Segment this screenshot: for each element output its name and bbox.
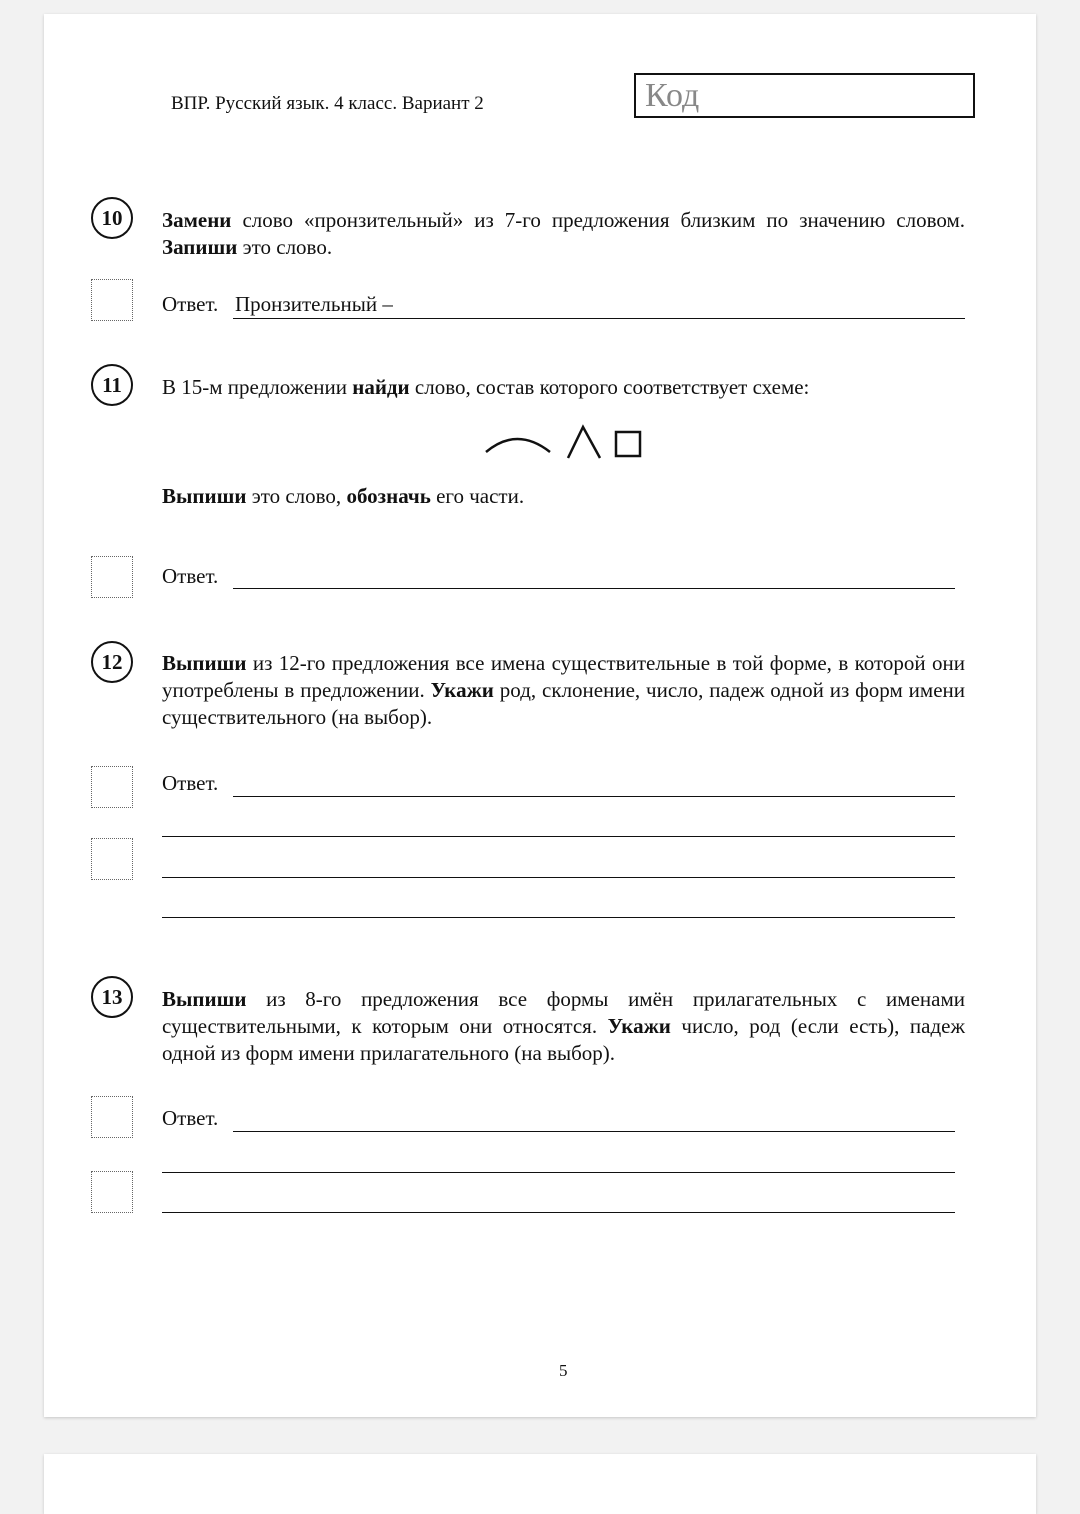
answer-line-10[interactable] [233,318,965,319]
score-box-12b[interactable] [91,838,133,880]
task-number-10: 10 [91,197,133,239]
emphasis-text: найди [352,375,410,399]
task-number-12: 12 [91,641,133,683]
ending-box-icon [616,432,640,456]
task-12-text [162,650,965,731]
emphasis-text: Выпиши [162,651,247,675]
suffix-caret-icon [568,427,600,458]
emphasis-text: Укажи [430,678,494,702]
score-box-11[interactable] [91,556,133,598]
page-header: ВПР. Русский язык. 4 класс. Вариант 2 [171,93,484,114]
page-number: 5 [559,1361,568,1380]
next-page-edge [44,1454,1036,1514]
emphasis-text: обозначь [346,484,431,508]
emphasis-text: Замени [162,208,232,232]
score-box-10[interactable] [91,279,133,321]
task-number-11: 11 [91,364,133,406]
task-11-instruction [162,483,965,510]
task-13-text [162,986,965,1067]
text-segment: В 15-м предложении [162,375,353,399]
answer-line-11[interactable] [233,588,955,589]
task-11-text [162,374,965,401]
text-segment: число, род (если есть), падеж одной из форм имени прилагательного (на выбор). [162,1014,965,1065]
answer-line-13-2[interactable] [162,1172,955,1173]
answer-label-12: Ответ. [162,771,219,795]
emphasis-text: Выпиши [162,484,247,508]
answer-line-13-3[interactable] [162,1212,955,1213]
emphasis-text: Укажи [607,1014,671,1038]
text-segment: слово, состав которого соответствует схеме: [409,375,810,399]
text-segment: из 12-го предложения все имена существительные в той форме, в которой они употреблены в предложении. [162,651,965,702]
code-field[interactable] [634,73,975,118]
task-10-text [162,207,965,261]
text-segment: из 8-го предложения все формы имён прилагательных с именами существительными, к которым они относятся. [162,987,965,1038]
score-box-13b[interactable] [91,1171,133,1213]
word-scheme [482,420,647,465]
answer-line-12-1[interactable] [233,796,955,797]
emphasis-text: Запиши [162,235,238,259]
answer-prefix-10: Пронзительный – [235,292,393,316]
answer-line-12-2[interactable] [162,836,955,837]
answer-label-10: Ответ. [162,292,219,316]
score-box-12a[interactable] [91,766,133,808]
task-number-13: 13 [91,976,133,1018]
text-segment: слово «пронзительный» из 7-го предложения близким по значению словом. [231,208,965,232]
root-arc-icon [486,439,550,452]
code-label: Код [645,77,700,114]
answer-line-12-4[interactable] [162,917,955,918]
score-box-13a[interactable] [91,1096,133,1138]
text-segment: род, склонение, число, падеж одной из форм имени существительного (на выбор). [162,678,965,729]
answer-label-13: Ответ. [162,1106,219,1130]
answer-line-12-3[interactable] [162,877,955,878]
answer-line-13-1[interactable] [233,1131,955,1132]
text-segment: его части. [430,484,525,508]
text-segment: это слово. [237,235,333,259]
answer-label-11: Ответ. [162,564,219,588]
emphasis-text: Выпиши [162,987,247,1011]
text-segment: это слово, [246,484,347,508]
